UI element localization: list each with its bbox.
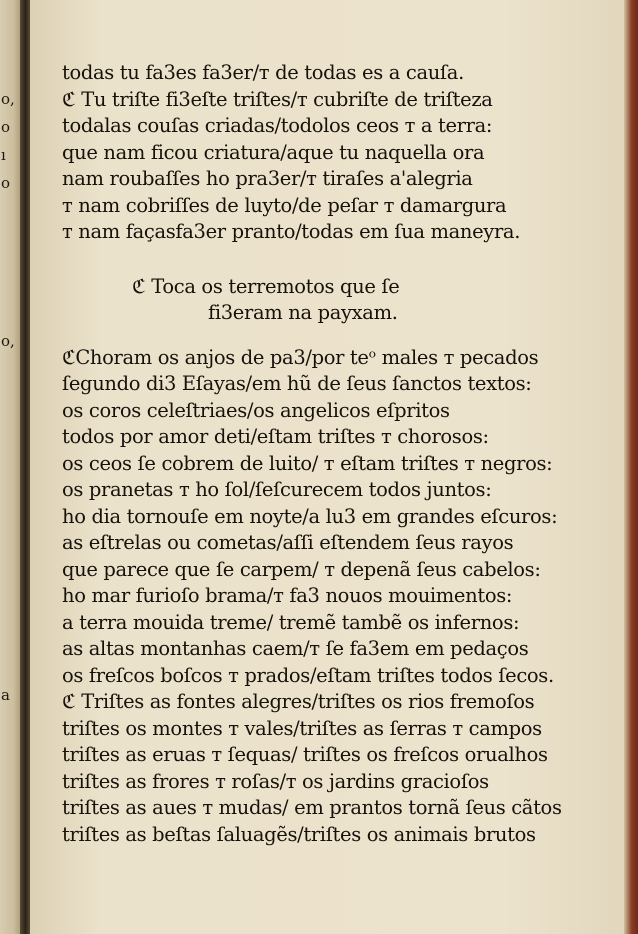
- text-line: triſtes as frores ᴛ roſas/ᴛ os jardins gracioſos: [62, 769, 489, 793]
- text-line: as eſtrelas ou cometas/aſſi eſtendem ſeus rayos: [62, 531, 514, 554]
- text-line: os ceos ſe cobrem de luito/ ᴛ eſtam triſtes ᴛ negros:: [62, 451, 553, 475]
- text-line: ho dia tornouſe em noyte/a lu3 em grandes eſcuros:: [62, 504, 558, 528]
- text-line: todas tu fa3es fa3er/ᴛ de todas es a cauſa.: [62, 61, 464, 84]
- text-line: as altas montanhas caem/ᴛ ſe fa3em em pedaços: [62, 637, 529, 660]
- section-gap: [62, 327, 582, 345]
- text-line: ſegundo di3 Eſayas/em hũ de ſeus ſanctos textos:: [62, 372, 532, 395]
- text-line: que parece que ſe carpem/ ᴛ depenã ſeus cabelos:: [62, 557, 541, 581]
- facing-page-fragment: o,: [1, 332, 15, 350]
- section-heading: [62, 274, 582, 327]
- stanza-2: [62, 345, 582, 849]
- facing-page-fragment: o: [1, 174, 11, 192]
- text-line: todalas couſas criadas/todolos ceos ᴛ a terra:: [62, 114, 493, 137]
- text-line: ho mar furioſo brama/ᴛ fa3 nouos mouimentos:: [62, 584, 513, 607]
- page-fore-edge: [624, 0, 638, 934]
- text-line: triſtes os montes ᴛ vales/triſtes as ſerras ᴛ campos: [62, 716, 542, 740]
- facing-page-edge: [0, 0, 22, 934]
- text-line: a terra mouida treme/ tremẽ tambẽ os infernos:: [62, 610, 520, 634]
- book-page: [30, 0, 624, 934]
- heading-line: ℭ Toca os terremotos que ſe: [132, 274, 400, 298]
- facing-page-text-fragments: [0, 0, 20, 934]
- facing-page-fragment: ı: [1, 146, 6, 164]
- text-line: ᴛ nam façasfa3er pranto/todas em ſua maneyra.: [62, 220, 521, 243]
- text-line: os coros celeſtriaes/os angelicos eſpritos: [62, 398, 450, 422]
- text-line: todos por amor deti/eſtam triſtes ᴛ chorosos:: [62, 425, 489, 448]
- heading-line: fi3eram na payxam.: [208, 301, 398, 324]
- text-line: triſtes as aues ᴛ mudas/ em prantos tornã ſeus cãtos: [62, 796, 562, 819]
- text-line: que nam ficou criatura/aque tu naquella ora: [62, 140, 485, 164]
- facing-page-fragment: o,: [1, 90, 15, 108]
- facing-page-fragment: a: [1, 686, 10, 704]
- text-line: os pranetas ᴛ ho ſol/ſeſcurecem todos juntos:: [62, 478, 492, 501]
- page-text: [62, 60, 582, 848]
- text-line: triſtes as eruas ᴛ ſequas/ triſtes os freſcos orualhos: [62, 743, 548, 766]
- text-line: ᴛ nam cobriſſes de luyto/de peſar ᴛ damargura: [62, 193, 507, 217]
- section-gap: [62, 246, 582, 264]
- text-line: nam roubaſſes ho pra3er/ᴛ tiraſes a'alegria: [62, 167, 473, 190]
- text-line: ℭ Tu triſte fi3eſte triſtes/ᴛ cubriſte de triſteza: [62, 87, 493, 111]
- stanza-1: [62, 60, 582, 246]
- text-line: ℭChoram os anjos de pa3/por teᵒ males ᴛ pecados: [62, 345, 539, 369]
- text-line: os freſcos boſcos ᴛ prados/eſtam triſtes todos ſecos.: [62, 663, 554, 687]
- text-line: ℭ Triſtes as fontes alegres/triſtes os rios fremoſos: [62, 690, 535, 713]
- facing-page-fragment: o: [1, 118, 11, 136]
- text-line: triſtes as beſtas ſaluagẽs/triſtes os animais brutos: [62, 822, 536, 846]
